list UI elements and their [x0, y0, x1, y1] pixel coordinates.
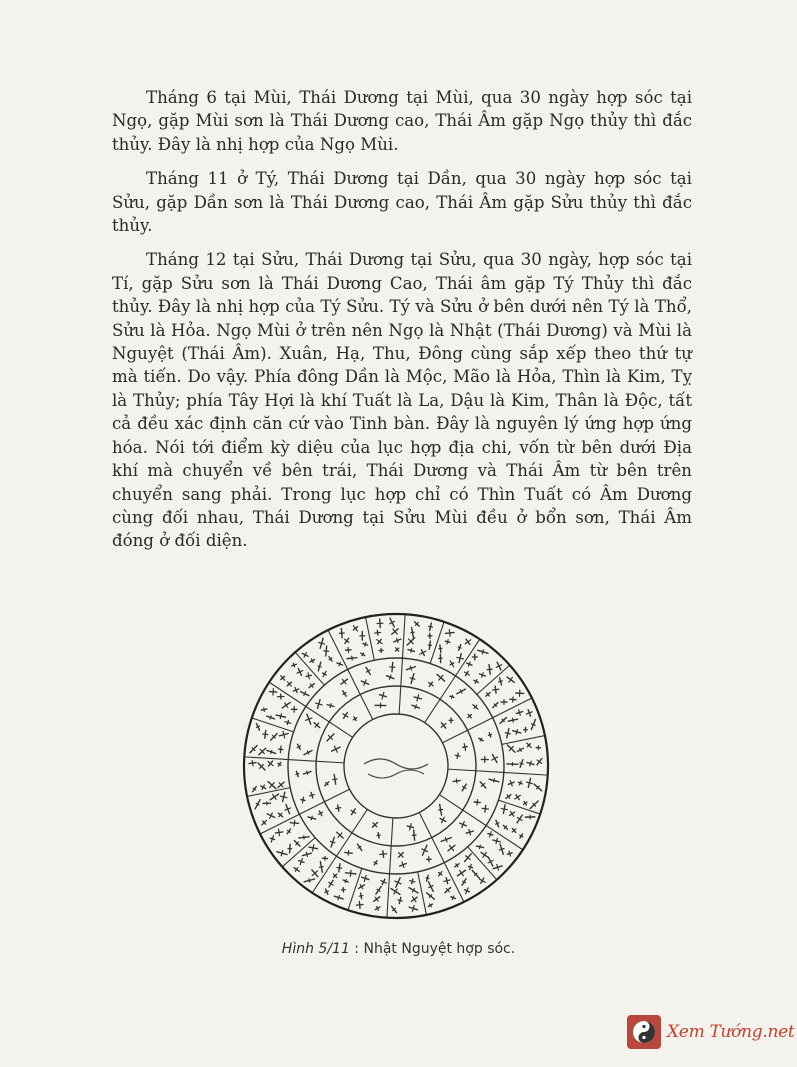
sector-divider [504, 772, 548, 775]
glyph-stroke [411, 632, 414, 633]
glyph-stroke [439, 809, 443, 810]
glyph-stroke [252, 760, 253, 765]
glyph-stroke [519, 710, 521, 716]
glyph-stroke [348, 851, 349, 856]
glyph-stroke [444, 880, 450, 881]
glyph-stroke [308, 673, 309, 679]
outer-ring [244, 614, 548, 918]
sector-divider [295, 652, 324, 685]
sector-divider [468, 847, 497, 880]
glyph-stroke [470, 864, 472, 869]
glyph-stroke [482, 650, 483, 654]
paragraph-month-6: Tháng 6 tại Mùi, Thái Dương tại Mùi, qua 30 ngày hợp sóc tại Ngọ, gặp Mùi sơn là Thái Dương cao, Thái Âm gặp Ngọ thủy thì đắc thủy. Đây là nhị hợp của Ngọ Mùi. [112, 88, 692, 154]
glyph-stroke [297, 746, 300, 748]
glyph-stroke [325, 891, 329, 893]
glyph-stroke [336, 808, 341, 809]
glyph-stroke [365, 643, 366, 647]
glyph-stroke [320, 867, 324, 868]
figure-caption [0, 941, 797, 957]
glyph-stroke [281, 850, 283, 855]
figure-label: Hình 5/11 [281, 941, 350, 957]
glyph-stroke [337, 867, 342, 868]
glyph-stroke [330, 704, 331, 708]
glyph-stroke [452, 695, 453, 698]
glyph-stroke [464, 744, 465, 751]
glyph-stroke [304, 692, 306, 696]
glyph-stroke [480, 845, 481, 848]
glyph-stroke [375, 632, 381, 633]
glyph-stroke [264, 708, 265, 712]
sector-divider [502, 736, 545, 745]
glyph-stroke [482, 673, 483, 677]
center-wave [368, 770, 424, 778]
glyph-stroke [415, 705, 416, 709]
glyph-stroke [410, 666, 411, 670]
glyph-stroke [285, 722, 291, 724]
glyph-stroke [330, 841, 334, 842]
glyph-stroke [488, 734, 491, 735]
glyph-stroke [520, 763, 523, 764]
glyph-stroke [263, 734, 268, 735]
glyph-stroke [359, 896, 363, 897]
yin-yang-icon [627, 1015, 661, 1049]
glyph-stroke [490, 832, 492, 837]
glyph-stroke [280, 746, 281, 753]
glyph-stroke [350, 870, 351, 876]
glyph-stroke [482, 808, 489, 809]
glyph-stroke [530, 761, 531, 766]
sector-divider [244, 757, 288, 760]
glyph-stroke [338, 896, 339, 900]
glyph-stroke [412, 906, 414, 912]
middle-ring [288, 658, 504, 874]
glyph-stroke [532, 724, 536, 726]
glyph-stroke [302, 797, 303, 803]
glyph-stroke [449, 630, 450, 636]
glyph-stroke [380, 854, 387, 855]
glyph-stroke [283, 731, 285, 738]
sector-dividers [244, 614, 547, 917]
glyph-stroke [457, 657, 463, 658]
glyph-stroke [499, 848, 504, 849]
glyph-stroke [293, 663, 294, 667]
sun-moon-conjunction-diagram [236, 604, 556, 929]
glyph-stroke [309, 879, 310, 882]
glyph-stroke [519, 781, 521, 785]
glyph-stroke [318, 666, 321, 667]
glyph-stroke [487, 669, 492, 670]
glyph-stroke [389, 675, 391, 679]
glyph-stroke [515, 795, 521, 799]
site-watermark[interactable] [627, 1013, 794, 1051]
glyph-stroke [377, 835, 380, 836]
sector-divider [430, 622, 444, 664]
glyph-stroke [356, 905, 363, 906]
character-scribbles [249, 618, 542, 912]
glyph-stroke [410, 824, 412, 830]
glyph-stroke [429, 626, 433, 627]
glyph-stroke [410, 678, 415, 679]
glyph-stroke [468, 662, 470, 666]
glyph-stroke [410, 881, 415, 882]
glyph-stroke [345, 880, 346, 883]
figure-separator: : [349, 941, 364, 957]
glyph-stroke [512, 718, 513, 722]
glyph-stroke [271, 750, 272, 753]
glyph-stroke [496, 838, 497, 843]
glyph-stroke [447, 640, 448, 644]
inner-ring [316, 686, 476, 846]
core-ring [344, 714, 448, 818]
glyph-stroke [319, 642, 325, 644]
glyph-stroke [270, 716, 271, 719]
sector-divider [366, 617, 375, 660]
sector-divider [418, 872, 427, 915]
glyph-stroke [494, 779, 495, 782]
glyph-stroke [458, 647, 461, 648]
glyph-stroke [256, 726, 259, 727]
paragraph-month-12: Tháng 12 tại Sửu, Thái Dương tại Sửu, qua 30 ngày, hợp sóc tại Tí, gặp Sửu sơn là Thái Dương Cao, Thái âm gặp Tý Thủy thì đắc thủy. Đây là nhị hợp của Tý Sửu. Tý và Sửu ở bên dưới nên Tý là Thổ, Sửu là Hỏa. Ngọ Mùi ở trên nên Ngọ là Nhật (Thái Dương) và Mùi là Nguyệt (Thái Âm). Xuân, Hạ, Thu, Đông cùng sắp xếp theo thứ tự mà tiến. Do vậy. Phía đông Dần là Mộc, Mão là Hỏa, Thìn là Kim, Tỵ là Thủy; phía Tây Hợi là khí Tuất là La, Dậu là Kim, Thân là Độc, tất cả đều xác định căn cứ vào Tinh bàn. Đây là nguyên lý ứng hợp ứng hóa. Nói tới điểm kỳ diệu của lục hợp địa chi, vốn từ bên dưới Địa khí mà chuyển về bên trái, Thái Dương và Thái Âm từ bên trên chuyển sang phải. Trong lục hợp chỉ có Thìn Tuất có Âm Dương cùng đối nhau, Thái Dương tại Sửu Mùi đều ở bổn sơn, Thái Âm đóng ở đối diện. [112, 250, 692, 551]
glyph-stroke [499, 681, 503, 682]
glyph-stroke [445, 837, 447, 841]
glyph-stroke [311, 659, 313, 663]
glyph-stroke [456, 779, 457, 783]
glyph-stroke [483, 852, 487, 857]
glyph-stroke [455, 755, 460, 756]
paragraph-month-11: Tháng 11 ở Tý, Thái Dương tại Dần, qua 30 ngày hợp sóc tại Sửu, gặp Dần sơn là Thái Dương cao, Thái Âm gặp Sửu thủy thì đắc thủy. [112, 169, 692, 236]
glyph-stroke [280, 796, 287, 798]
glyph-stroke [417, 695, 419, 701]
glyph-stroke [279, 829, 280, 835]
body-text [112, 86, 692, 564]
glyph-stroke [465, 640, 470, 644]
glyph-stroke [469, 829, 471, 834]
glyph-stroke [397, 639, 398, 643]
glyph-stroke [497, 865, 499, 871]
glyph-stroke [280, 714, 281, 719]
glyph-stroke [516, 730, 517, 735]
glyph-stroke [505, 733, 510, 734]
glyph-stroke [426, 878, 429, 879]
glyph-stroke [310, 794, 315, 796]
glyph-stroke [296, 773, 299, 774]
circular-chart [236, 604, 556, 929]
glyph-stroke [307, 771, 308, 774]
glyph-stroke [452, 896, 453, 899]
figure-title: Nhật Nguyệt hợp sóc. [363, 941, 516, 957]
glyph-stroke [526, 782, 532, 784]
glyph-stroke [496, 823, 499, 824]
glyph-stroke [501, 809, 507, 810]
glyph-stroke [411, 649, 412, 652]
glyph-stroke [306, 852, 307, 856]
center-wave [364, 759, 428, 769]
sector-divider [387, 874, 390, 918]
glyph-stroke [509, 851, 510, 856]
glyph-stroke [339, 662, 340, 665]
glyph-stroke [398, 900, 402, 901]
glyph-stroke [313, 845, 314, 851]
sector-divider [402, 614, 405, 658]
glyph-stroke [311, 816, 312, 820]
glyph-stroke [333, 779, 338, 780]
glyph-stroke [492, 689, 498, 690]
watermark-text: Xem Tướng.net [667, 1022, 795, 1042]
